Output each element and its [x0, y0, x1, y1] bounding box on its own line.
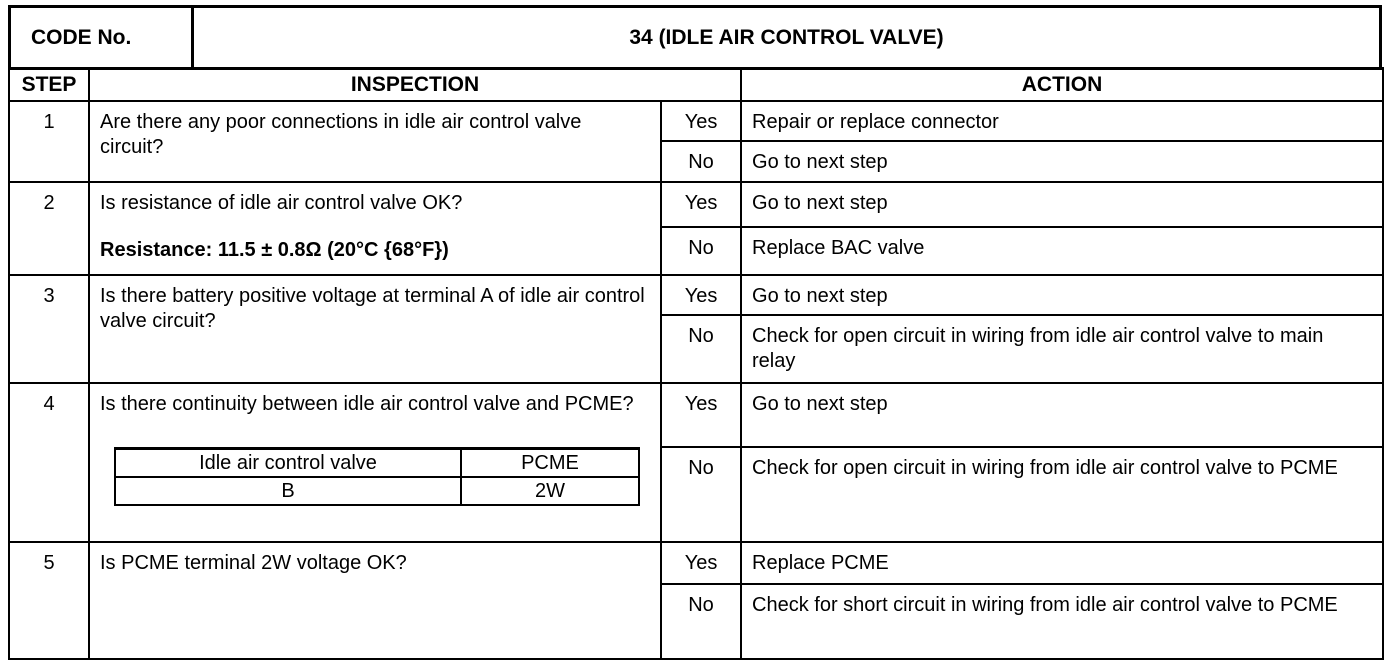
action-column-header: ACTION [741, 69, 1383, 101]
yes-label: Yes [661, 383, 741, 447]
step-number: 3 [9, 275, 89, 383]
step-number: 5 [9, 542, 89, 659]
step-number: 2 [9, 182, 89, 275]
yes-label: Yes [661, 275, 741, 315]
no-action: Replace BAC valve [741, 227, 1383, 275]
table-row [9, 275, 1383, 315]
no-label: No [661, 584, 741, 659]
continuity-value-valve: B [115, 477, 461, 505]
inspection-column-header: INSPECTION [89, 69, 741, 101]
inspection-cell [89, 383, 661, 542]
yes-action: Go to next step [741, 182, 1383, 227]
continuity-value-pcme: 2W [461, 477, 639, 505]
continuity-header-valve: Idle air control valve [115, 448, 461, 477]
no-label: No [661, 315, 741, 383]
step-number: 1 [9, 101, 89, 182]
code-title: 34 (IDLE AIR CONTROL VALVE) [629, 25, 944, 49]
column-header-row [9, 69, 1383, 101]
no-action: Check for open circuit in wiring from idle air control valve to PCME [741, 447, 1383, 542]
continuity-header-pcme: PCME [461, 448, 639, 477]
yes-action: Replace PCME [741, 542, 1383, 584]
inspection-text: Is resistance of idle air control valve OK? [100, 191, 463, 214]
yes-label: Yes [661, 542, 741, 584]
troubleshooting-table [8, 67, 1384, 660]
yes-label: Yes [661, 182, 741, 227]
step-column-header: STEP [9, 69, 89, 101]
table-row [9, 101, 1383, 141]
code-header [8, 5, 1382, 67]
no-action: Check for short circuit in wiring from idle air control valve to PCME [741, 584, 1383, 659]
yes-action: Go to next step [741, 383, 1383, 447]
inspection-text: Is there continuity between idle air control valve and PCME? [100, 392, 634, 415]
yes-action: Repair or replace connector [741, 101, 1383, 141]
table-row [9, 383, 1383, 447]
continuity-table [114, 447, 640, 506]
resistance-spec: Resistance: 11.5 ± 0.8Ω (20°C {68°F}) [100, 238, 449, 261]
inspection-text: Is PCME terminal 2W voltage OK? [89, 542, 661, 659]
table-row [9, 542, 1383, 584]
inspection-text: Are there any poor connections in idle air control valve circuit? [89, 101, 661, 182]
table-row [9, 182, 1383, 227]
no-label: No [661, 227, 741, 275]
inspection-cell [89, 182, 661, 275]
step-number: 4 [9, 383, 89, 542]
code-label: CODE No. [11, 8, 194, 67]
no-action: Check for open circuit in wiring from idle air control valve to main relay [741, 315, 1383, 383]
no-action: Go to next step [741, 141, 1383, 182]
yes-action: Go to next step [741, 275, 1383, 315]
inspection-text: Is there battery positive voltage at terminal A of idle air control valve circuit? [89, 275, 661, 383]
no-label: No [661, 141, 741, 182]
yes-label: Yes [661, 101, 741, 141]
no-label: No [661, 447, 741, 542]
